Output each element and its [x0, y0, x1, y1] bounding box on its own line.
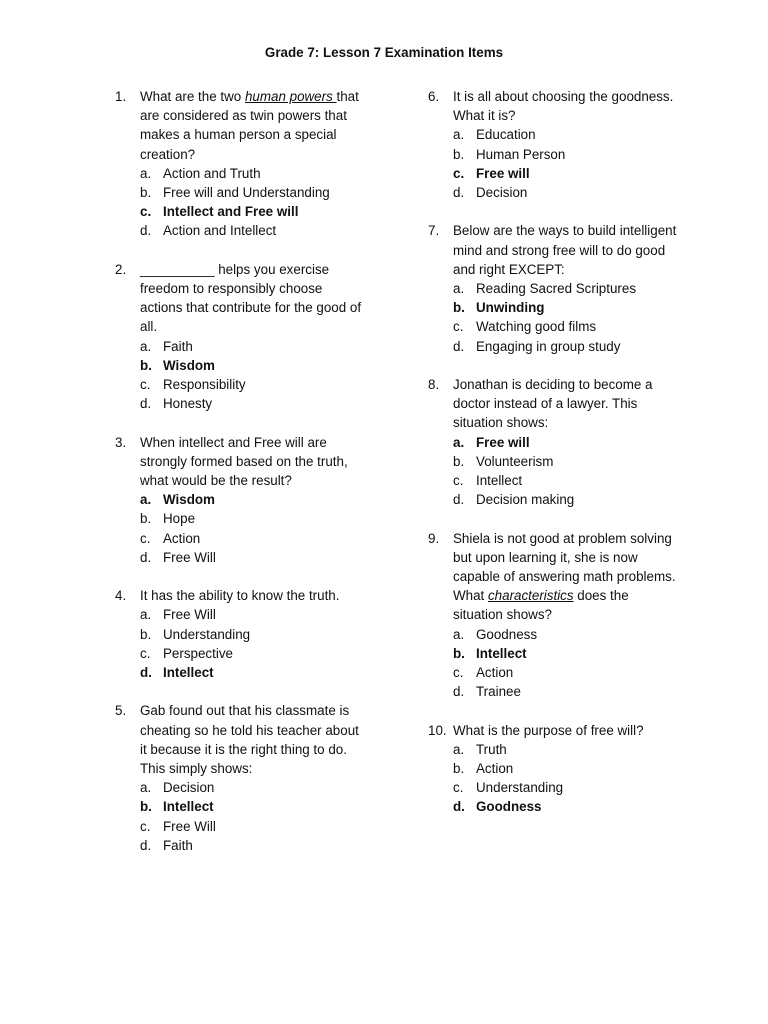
option-text: Intellect: [163, 799, 214, 815]
option-letter: c.: [453, 319, 464, 335]
option-letter: a.: [453, 434, 465, 450]
page-title: Grade 7: Lesson 7 Examination Items: [264, 45, 504, 60]
option-text: Free Will: [163, 818, 216, 834]
option-letter: a.: [453, 127, 465, 143]
answer-option: [428, 663, 678, 682]
answer-option: [428, 125, 678, 144]
option-letter: c.: [140, 530, 151, 546]
option-text: Intellect and Free will: [163, 204, 299, 220]
option-text: Action and Intellect: [163, 223, 277, 239]
option-letter: c.: [140, 204, 152, 220]
option-text: Perspective: [163, 645, 233, 661]
question-text: [453, 529, 678, 625]
option-letter: a.: [453, 626, 465, 642]
option-letter: b.: [140, 799, 152, 815]
question-number: 3.: [115, 434, 127, 450]
option-text: Watching good films: [476, 319, 597, 335]
answer-option: [428, 337, 678, 356]
option-letter: c.: [453, 473, 464, 489]
question-stem: [115, 260, 365, 337]
answer-option: [115, 817, 365, 836]
question-number: 10.: [428, 722, 447, 738]
question-stem: [428, 529, 678, 625]
answer-option: [428, 145, 678, 164]
option-letter: d.: [140, 665, 152, 681]
answer-option: [115, 164, 365, 183]
option-letter: d.: [140, 549, 152, 565]
question-text: [453, 221, 678, 279]
option-text: Action: [163, 530, 201, 546]
option-letter: d.: [453, 684, 465, 700]
question-stem: [115, 433, 365, 491]
option-text: Understanding: [163, 626, 251, 642]
answer-option: [428, 490, 678, 509]
question-text-segment: What are the two: [140, 89, 245, 104]
questions-left-column: [115, 87, 365, 874]
question-stem: [428, 375, 678, 433]
answer-option: [428, 682, 678, 701]
option-text: Intellect: [476, 645, 527, 661]
question-text-segment: Below are the ways to build intelligent mind and strong free will to do good and right EXCEPT:: [453, 223, 677, 277]
option-letter: d.: [453, 185, 465, 201]
option-text: Decision making: [476, 492, 575, 508]
option-letter: a.: [453, 741, 465, 757]
question-number: 9.: [428, 530, 440, 546]
option-letter: b.: [453, 146, 465, 162]
question-stem: [115, 87, 365, 164]
question-text: [453, 721, 678, 740]
option-letter: b.: [453, 300, 465, 316]
option-text: Intellect: [163, 665, 214, 681]
question-item: [428, 529, 678, 702]
option-letter: b.: [140, 185, 152, 201]
option-text: Reading Sacred Scriptures: [476, 281, 637, 297]
answer-option: [115, 221, 365, 240]
question-text-segment: Jonathan is deciding to become a doctor instead of a lawyer. This situation shows:: [453, 377, 653, 431]
question-text-segment: It has the ability to know the truth.: [140, 588, 340, 604]
question-text: [140, 433, 365, 491]
question-stem: [428, 221, 678, 279]
question-number: 5.: [115, 703, 127, 719]
answer-option: [115, 183, 365, 202]
option-text: Engaging in group study: [476, 338, 621, 354]
option-letter: c.: [140, 645, 151, 661]
option-text: Responsibility: [163, 377, 246, 393]
option-letter: a.: [453, 281, 465, 297]
answer-option: [428, 471, 678, 490]
answer-option: [428, 740, 678, 759]
answer-option: [428, 317, 678, 336]
answer-option: [428, 644, 678, 663]
answer-option: [428, 298, 678, 317]
answer-option: [115, 337, 365, 356]
answer-option: [428, 778, 678, 797]
option-letter: c.: [453, 165, 465, 181]
question-item: [428, 375, 678, 509]
answer-option: [428, 183, 678, 202]
option-text: Hope: [163, 511, 196, 527]
option-letter: a.: [140, 338, 152, 354]
answer-option: [115, 529, 365, 548]
answer-option: [428, 433, 678, 452]
questions-right-column: [428, 87, 678, 836]
option-letter: c.: [453, 665, 464, 681]
option-letter: d.: [453, 799, 465, 815]
answer-option: [115, 490, 365, 509]
option-letter: b.: [140, 357, 152, 373]
option-text: Faith: [163, 338, 193, 354]
option-text: Decision: [163, 780, 215, 796]
question-item: [428, 87, 678, 202]
question-text: [140, 87, 365, 164]
question-text-segment: When intellect and Free will are strongly formed based on the truth, what would be the result?: [140, 434, 348, 489]
question-item: [115, 260, 365, 414]
option-text: Free Will: [163, 607, 216, 623]
option-text: Free will: [476, 434, 530, 450]
emphasized-term: characteristics: [487, 588, 574, 604]
answer-option: [115, 663, 365, 682]
answer-option: [115, 356, 365, 375]
answer-option: [115, 548, 365, 567]
answer-option: [428, 279, 678, 298]
option-letter: a.: [140, 165, 152, 181]
option-text: Truth: [476, 741, 507, 757]
question-text-segment: Shiela is not good at problem solving but upon learning it, she is now capable of answering math problems. What: [453, 530, 676, 604]
answer-option: [115, 394, 365, 413]
answer-option: [115, 644, 365, 663]
option-letter: b.: [453, 761, 465, 777]
question-number: 1.: [115, 89, 127, 104]
answer-option: [428, 164, 678, 183]
option-text: Understanding: [476, 780, 564, 796]
emphasized-term: human powers: [244, 89, 337, 104]
option-text: Wisdom: [163, 492, 215, 508]
answer-option: [115, 509, 365, 528]
answer-option: [428, 797, 678, 816]
answer-option: [115, 836, 365, 855]
answer-option: [115, 202, 365, 221]
option-text: Goodness: [476, 626, 538, 642]
question-number: 4.: [115, 588, 127, 604]
option-text: Free will: [476, 165, 530, 181]
option-text: Intellect: [476, 473, 523, 489]
option-text: Goodness: [476, 799, 542, 815]
option-text: Action: [476, 761, 514, 777]
answer-option: [115, 778, 365, 797]
question-stem: [115, 586, 365, 605]
question-text: [453, 87, 678, 125]
option-text: Action: [476, 665, 514, 681]
answer-option: [115, 625, 365, 644]
question-number: 6.: [428, 89, 440, 104]
option-letter: b.: [453, 645, 465, 661]
question-text-segment: that are considered as twin powers that makes a human person a special creation?: [140, 89, 359, 162]
option-letter: a.: [140, 780, 152, 796]
question-stem: [115, 701, 365, 778]
option-letter: d.: [140, 223, 152, 239]
option-letter: c.: [453, 780, 464, 796]
option-text: Decision: [476, 185, 528, 201]
question-stem: [428, 87, 678, 125]
answer-option: [428, 759, 678, 778]
option-letter: b.: [453, 453, 465, 469]
question-item: [115, 87, 365, 241]
option-letter: a.: [140, 607, 152, 623]
question-item: [115, 701, 365, 855]
option-letter: c.: [140, 818, 151, 834]
option-text: Wisdom: [163, 357, 215, 373]
question-item: [115, 586, 365, 682]
option-text: Action and Truth: [163, 165, 261, 181]
option-text: Honesty: [163, 396, 213, 412]
question-stem: [428, 721, 678, 740]
option-letter: d.: [453, 338, 465, 354]
answer-option: [428, 625, 678, 644]
answer-option: [428, 452, 678, 471]
question-number: 8.: [428, 377, 440, 393]
option-text: Faith: [163, 837, 193, 853]
question-item: [428, 721, 678, 817]
option-letter: c.: [140, 377, 151, 393]
question-item: [428, 221, 678, 355]
option-letter: d.: [453, 492, 465, 508]
question-item: [115, 433, 365, 567]
question-text: [140, 701, 365, 778]
answer-option: [115, 605, 365, 624]
option-letter: b.: [140, 511, 152, 527]
question-number: 7.: [428, 223, 440, 239]
question-number: 2.: [115, 261, 127, 277]
question-text: [140, 586, 365, 605]
option-letter: a.: [140, 492, 152, 508]
option-letter: d.: [140, 396, 152, 412]
option-text: Volunteerism: [476, 453, 554, 469]
question-text: [453, 375, 678, 433]
question-text-segment: does the situation shows?: [453, 588, 629, 623]
option-text: Unwinding: [476, 300, 545, 316]
answer-option: [115, 797, 365, 816]
option-text: Free will and Understanding: [163, 185, 330, 201]
question-text: [140, 260, 365, 337]
question-text-segment: It is all about choosing the goodness. What it is?: [453, 89, 674, 124]
question-text-segment: __________ helps you exercise freedom to responsibly choose actions that contribute for the good of all.: [140, 261, 362, 335]
question-text-segment: What is the purpose of free will?: [453, 722, 644, 738]
option-letter: b.: [140, 626, 152, 642]
question-text-segment: Gab found out that his classmate is cheating so he told his teacher about it because it is the right thing to do. This simply shows:: [140, 703, 359, 777]
option-text: Trainee: [476, 684, 521, 700]
option-text: Human Person: [476, 146, 566, 162]
option-text: Education: [476, 127, 536, 143]
answer-option: [115, 375, 365, 394]
option-letter: d.: [140, 837, 152, 853]
option-text: Free Will: [163, 549, 216, 565]
